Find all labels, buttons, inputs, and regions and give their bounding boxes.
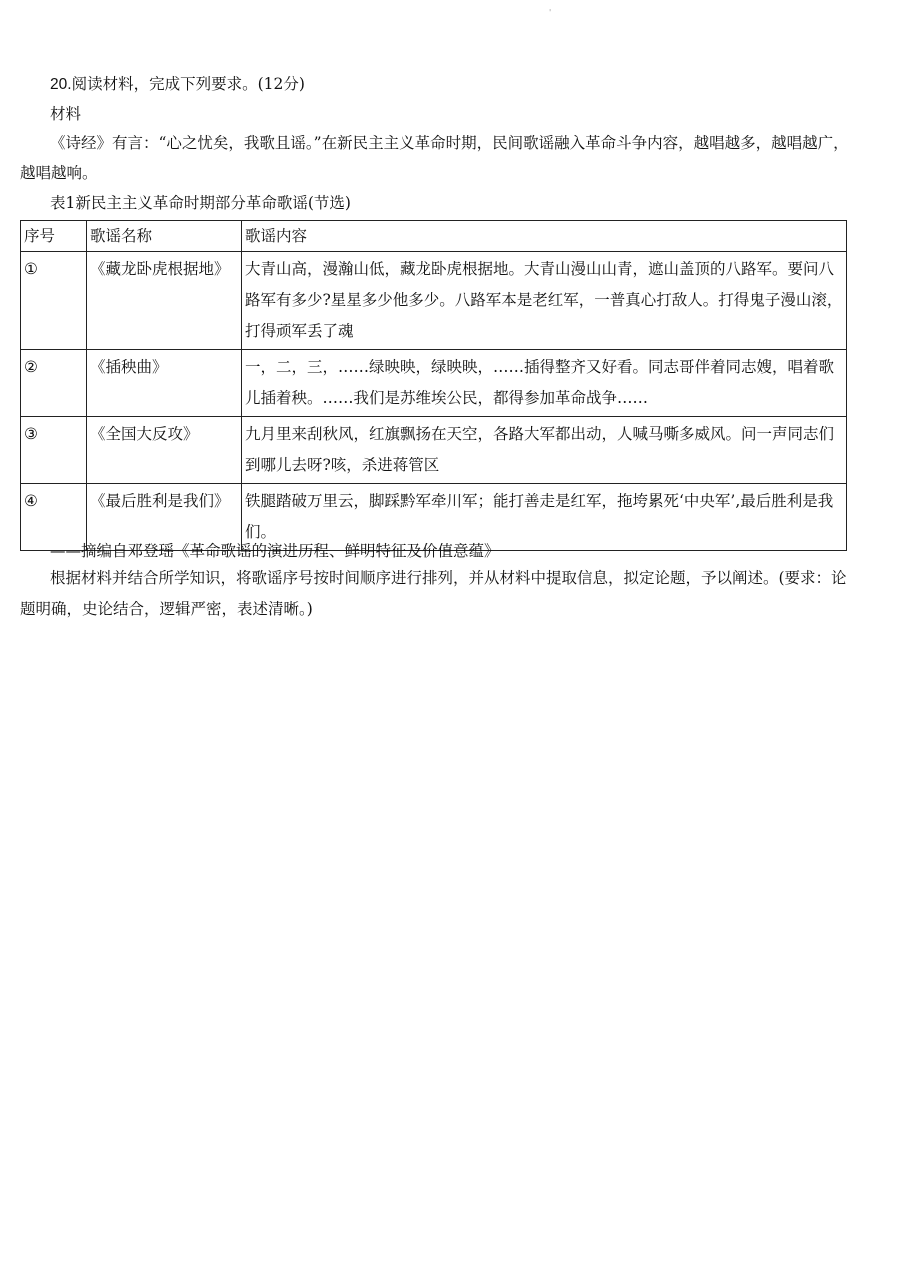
row-number: ②: [21, 350, 87, 417]
question-prompt: 阅读材料，完成下列要求。(12分): [71, 75, 305, 93]
song-content: 一，二，三，……绿映映，绿映映，……插得整齐又好看。同志哥伴着同志嫂，唱着歌儿插着秧。……我们是苏维埃公民，都得参加革命战争……: [242, 350, 847, 417]
task-instruction: 根据材料并结合所学知识，将歌谣序号按时间顺序进行排列，并从材料中提取信息，拟定论题，予以阐述。(要求：论题明确，史论结合，逻辑严密，表述清晰。): [20, 569, 847, 618]
song-name: 《全国大反攻》: [87, 417, 242, 484]
song-name: 《最后胜利是我们》: [87, 484, 242, 551]
table-caption: 表1新民主主义革命时期部分革命歌谣(节选): [50, 194, 351, 212]
song-content: 九月里来刮秋风，红旗飘扬在天空，各路大军都出动，人喊马嘶多威风。问一声同志们到哪儿去呀?咳，杀进蒋管区: [242, 417, 847, 484]
song-name: 《插秧曲》: [87, 350, 242, 417]
song-content: 大青山高，漫瀚山低，藏龙卧虎根据地。大青山漫山山青，遮山盖顶的八路军。要问八路军有多少?星星多少他多少。八路军本是老红军，一普真心打敌人。打得鬼子漫山滚，打得顽军丢了魂: [242, 252, 847, 350]
table-row: [21, 417, 847, 484]
question-title: [50, 72, 305, 94]
songs-table: [20, 220, 847, 551]
material-label: 材料: [50, 105, 82, 123]
row-number: ④: [21, 484, 87, 551]
table-header-row: [21, 221, 847, 252]
question-number: 20.: [50, 76, 72, 93]
header-song-content: 歌谣内容: [242, 221, 847, 252]
table-row: [21, 350, 847, 417]
song-content: 铁腿踏破万里云，脚踩黔军牵川军；能打善走是红军，拖垮累死‘中央军’,最后胜利是我们。: [242, 484, 847, 551]
row-number: ③: [21, 417, 87, 484]
header-song-name: 歌谣名称: [87, 221, 242, 252]
material-intro: 《诗经》有言：“心之忧矣，我歌且谣。”在新民主主义革命时期，民间歌谣融入革命斗争内容，越唱越多，越唱越广，越唱越响。: [20, 134, 849, 182]
song-name: 《藏龙卧虎根据地》: [87, 252, 242, 350]
table-row: [21, 252, 847, 350]
scan-mark: ': [549, 8, 552, 17]
source-citation: ——摘编自邓登瑶《革命歌谣的演进历程、鲜明特征及价值意蕴》: [50, 542, 500, 560]
header-number: 序号: [21, 221, 87, 252]
row-number: ①: [21, 252, 87, 350]
